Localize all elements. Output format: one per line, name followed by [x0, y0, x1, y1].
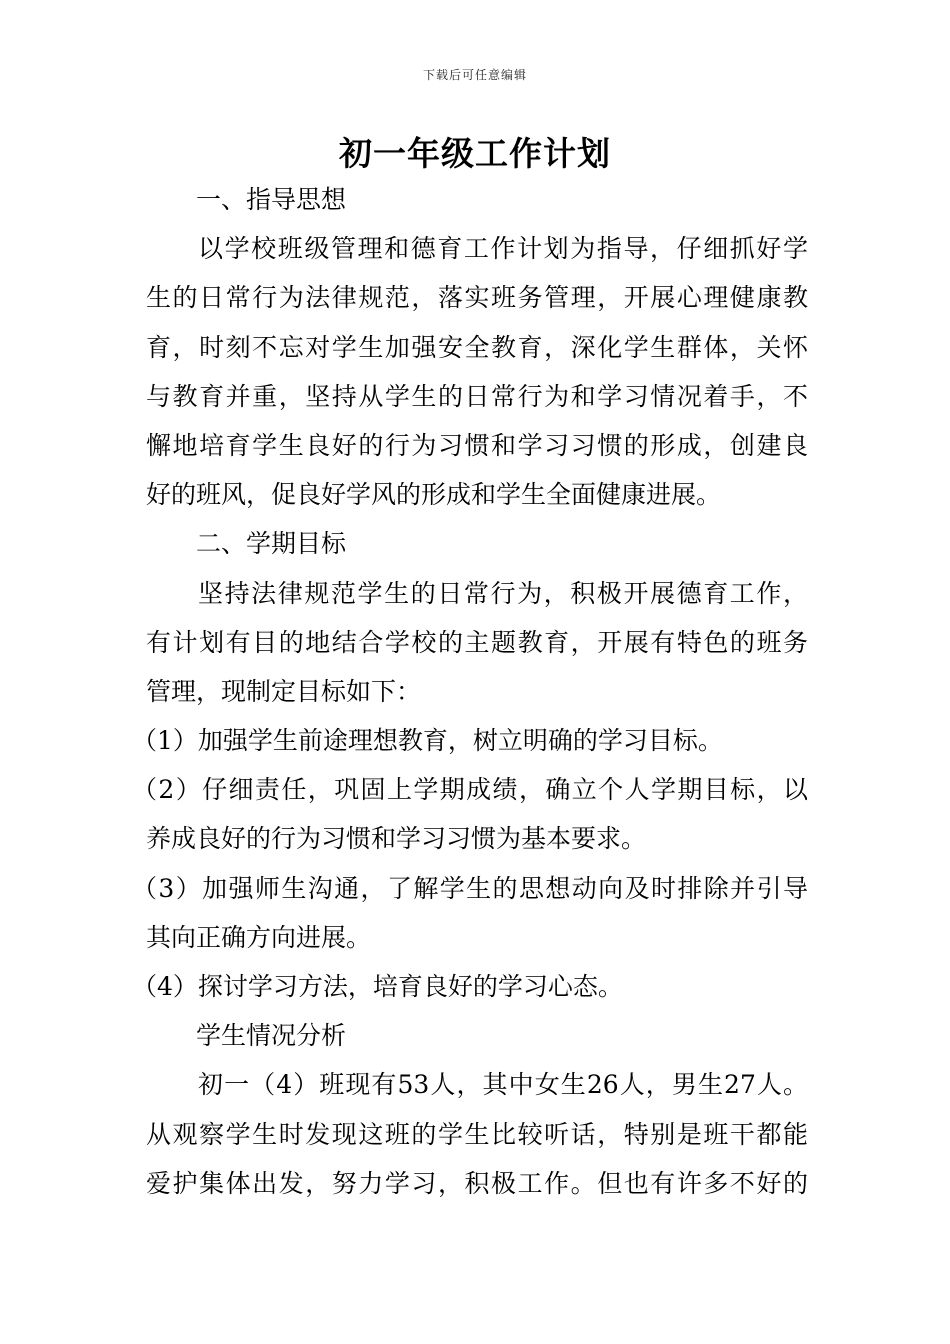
header-note: 下载后可任意编辑: [422, 68, 527, 82]
text-line: 懈地培育学生良好的行为习惯和学习习惯的形成，创建良: [146, 430, 808, 460]
text-line: 学生情况分析: [196, 1021, 347, 1051]
text-line: （1）加强学生前途理想教育，树立明确的学习目标。: [132, 726, 723, 756]
text-line: 育，时刻不忘对学生加强安全教育，深化学生群体，关怀: [146, 332, 808, 362]
text-line: 养成良好的行为习惯和学习习惯为基本要求。: [146, 824, 647, 854]
page-title: 初一年级工作计划: [339, 134, 611, 173]
text-line: 好的班风，促良好学风的形成和学生全面健康进展。: [146, 480, 722, 510]
text-line: 有计划有目的地结合学校的主题教育，开展有特色的班务: [146, 627, 808, 657]
text-line: 一、指导思想: [196, 185, 347, 214]
text-line: 生的日常行为法律规范，落实班务管理，开展心理健康教: [146, 283, 808, 313]
text-line: （4）探讨学习方法，培育良好的学习心态。: [132, 972, 623, 1001]
text-line: 坚持法律规范学生的日常行为，积极开展德育工作，: [198, 578, 808, 608]
body-text: [132, 175, 808, 1208]
text-line: 从观察学生时发现这班的学生比较听话，特别是班干都能: [146, 1119, 808, 1149]
text-line: 管理，现制定目标如下：: [146, 676, 422, 706]
text-line: 爱护集体出发，努力学习，积极工作。但也有许多不好的: [146, 1168, 808, 1198]
text-line: 初一（4）班现有53人，其中女生26人，男生27人。: [198, 1070, 808, 1100]
text-line: 与教育并重，坚持从学生的日常行为和学习情况着手，不: [146, 381, 808, 411]
text-line: 二、学期目标: [196, 529, 347, 559]
text-line: （2）仔细责任，巩固上学期成绩，确立个人学期目标，以: [132, 775, 808, 805]
text-line: 其向正确方向进展。: [146, 922, 372, 952]
text-line: （3）加强师生沟通，了解学生的思想动向及时排除并引导: [132, 873, 808, 903]
text-line: 以学校班级管理和德育工作计划为指导，仔细抓好学: [198, 234, 808, 264]
